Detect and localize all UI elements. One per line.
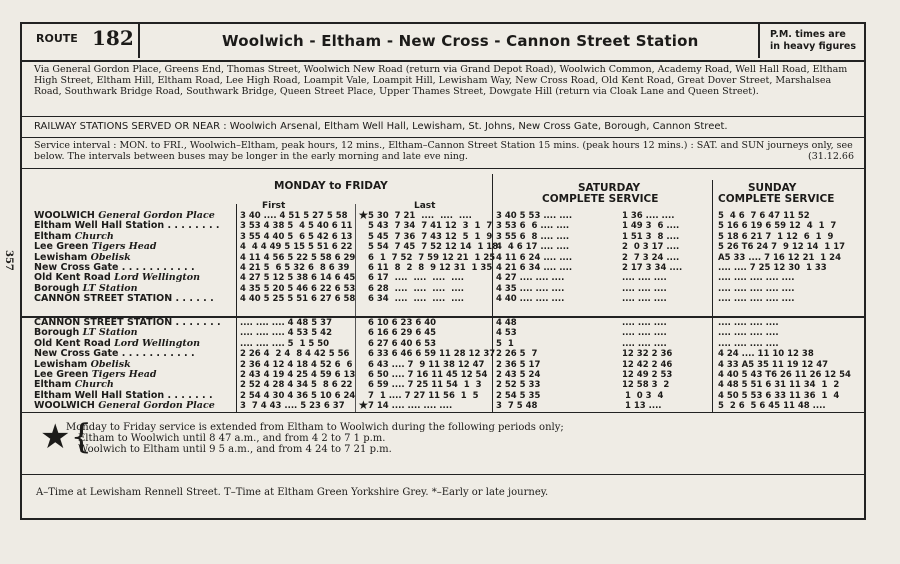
- timetable-frame: [20, 22, 866, 520]
- note-line1: Monday to Friday service is extended from Eltham to Woolwich during the following periods only;: [66, 422, 564, 433]
- outbound-mf-last-times: 5 30 7 21 .... .... .... 5 43 7 34 7 41 12 3 1 7 5 45 7 36 7 43 12 5 1 9 5 54 7 45 7 52 12 14 1 18 6 1 7 52 7 59 12 21 1 25 6 11 8 2 8 9 12 31 1 35 6 17 .... .... .... .... 6 28 .... .... .... .... 6 34 .... .... .... ....: [368, 211, 499, 305]
- heading-first: First: [262, 201, 286, 211]
- stop-lee-green: Lee Green Tigers Head: [34, 241, 157, 253]
- route-title: Woolwich - Eltham - New Cross - Cannon Street Station: [222, 32, 699, 50]
- stop-borough: Borough LT Station: [34, 282, 138, 294]
- route-number: 182: [92, 26, 134, 50]
- header: [22, 24, 864, 62]
- railway-text: RAILWAY STATIONS SERVED OR NEAR : Woolwich Arsenal, Eltham Well Hall, Lewisham, St. Johns, New Cross Gate, Borough, Cannon Street.: [34, 121, 728, 132]
- inbound-sat-times-2: .... .... .... .... .... .... .... .... .... 12 32 2 36 12 42 2 46 12 49 2 53 12 58 3 2 1 0 3 4 1 13 ....: [622, 318, 673, 412]
- inbound-mf-last-times: 6 10 6 23 6 40 6 16 6 29 6 45 6 27 6 40 6 53 6 33 6 46 6 59 11 28 12 37 6 43 .... 7 9 11 38 12 47 6 50 .... 7 16 11 45 12 54 6 59 .... 7 25 11 54 1 3 7 1 .... 7 27 11 56 1 5 7 14 .... .... .... ....: [368, 318, 496, 412]
- pm-note: [758, 24, 864, 58]
- outbound-stations: [34, 211, 219, 305]
- stop-old-kent-road: Old Kent Road Lord Wellington: [34, 337, 200, 349]
- inbound-mf-first-times: .... .... .... 4 48 5 37 .... .... .... 4 53 5 42 .... .... .... 5 1 5 50 2 26 4 2 4 8 4 42 5 56 2 36 4 12 4 18 4 52 6 6 2 43 4 19 4 25 4 59 6 13 2 52 4 28 4 34 5 8 6 22 2 54 4 30 4 36 5 10 6 24 3 7 4 43 .... 5 23 6 37: [240, 318, 356, 412]
- stop-woolwich: WOOLWICH General Gordon Place: [34, 400, 215, 412]
- stop-lewisham: Lewisham Obelisk: [34, 251, 131, 263]
- stop-lewisham: Lewisham Obelisk: [34, 358, 131, 370]
- stop-lee-green: Lee Green Tigers Head: [34, 369, 157, 381]
- brace-glyph: ★{: [40, 417, 93, 457]
- inbound-stations: [34, 318, 221, 412]
- stop-new-cross-gate: New Cross Gate . . . . . . . . . . .: [34, 262, 195, 274]
- legend-footer: A–Time at Lewisham Rennell Street. T–Time at Eltham Green Yorkshire Grey. *–Early or late journey.: [36, 487, 549, 498]
- note-line3: Woolwich to Eltham until 9 5 a.m., and from 4 24 to 7 21 p.m.: [78, 444, 392, 455]
- heading-saturday-sub: COMPLETE SERVICE: [542, 193, 659, 205]
- heading-sunday: SUNDAY: [748, 182, 797, 194]
- railway-stations: [22, 116, 864, 138]
- stop-eltham-church: Eltham Church: [34, 379, 114, 391]
- pm-note-line1: P.M. times are: [770, 29, 846, 40]
- outbound-sat-times: 3 40 5 53 .... .... 3 53 6 6 .... .... 3 55 6 8 .... .... 4 4 6 17 .... .... 4 11 6 24 .... .... 4 21 6 34 .... .... 4 27 .... .... .... 4 35 .... .... .... 4 40 .... .... ....: [496, 211, 573, 305]
- inbound-sun-times: .... .... .... .... .... .... .... .... .... .... .... .... 4 24 .... 11 10 12 38 4 33 A5 35 11 19 12 47 4 40 5 43 T6 26 11 26 12 54 4 48 5 51 6 31 11 34 1 2 4 50 5 53 6 33 11 36 1 4 5 2 6 5 6 45 11 48 ....: [718, 318, 851, 412]
- star-marker: ★: [358, 208, 369, 222]
- heading-sunday-sub: COMPLETE SERVICE: [718, 193, 835, 205]
- issue-date: (31.12.66: [807, 151, 854, 162]
- stop-borough: Borough LT Station: [34, 327, 138, 339]
- note-line2: Eltham to Woolwich until 8 47 a.m., and from 4 2 to 7 1 p.m.: [78, 433, 386, 444]
- service-interval: [34, 140, 854, 162]
- outbound-sun-times: 5 4 6 7 6 47 11 52 5 16 6 19 6 59 12 4 1 7 5 18 6 21 7 1 12 6 1 9 5 26 T6 24 7 9 12 14 1 17 A5 33 .... 7 16 12 21 1 24 .... .... 7 25 12 30 1 33 .... .... .... .... .... .... .... .... .... .... .... .... .... .... ....: [718, 211, 846, 305]
- stop-old-kent-road: Old Kent Road Lord Wellington: [34, 272, 200, 284]
- inbound-sat-times: 4 48 4 53 5 1 2 26 5 7 2 36 5 17 2 43 5 24 2 52 5 33 2 54 5 35 3 7 5 48: [496, 318, 541, 412]
- route-label: ROUTE: [36, 32, 78, 45]
- outbound-mf-first-times: 3 40 .... 4 51 5 27 5 58 3 53 4 38 5 4 5 40 6 11 3 55 4 40 5 6 5 42 6 13 4 4 4 49 5 15 5 51 6 22 4 11 4 56 5 22 5 58 6 29 4 21 5 6 5 32 6 8 6 39 4 27 5 12 5 38 6 14 6 45 4 35 5 20 5 46 6 22 6 53 4 40 5 25 5 51 6 27 6 58: [240, 211, 356, 305]
- stop-cannon-street: CANNON STREET STATION . . . . . . .: [34, 317, 221, 328]
- heading-saturday: SATURDAY: [578, 182, 641, 194]
- heading-last: Last: [414, 201, 436, 211]
- page-number: 357: [3, 250, 14, 271]
- stop-eltham-well-hall: Eltham Well Hall Station . . . . . . .: [34, 389, 213, 401]
- stop-new-cross-gate: New Cross Gate . . . . . . . . . . .: [34, 348, 195, 360]
- pm-note-line2: in heavy figures: [770, 41, 857, 52]
- divider: [22, 474, 864, 475]
- stop-eltham-church: Eltham Church: [34, 230, 114, 242]
- service-interval-text: Service interval : MON. to FRI., Woolwich–Eltham, peak hours, 12 mins., Eltham–Cannon Street Station 15 mins. (peak hours 12 mins.) : SAT. and SUN journeys only, see below. The intervals between buses may be longer in the early morning and late eve ning.: [34, 140, 853, 162]
- col-divider: [236, 204, 237, 412]
- outbound-sat-times-2: 1 36 .... .... 1 49 3 6 .... 1 51 3 8 .... 2 0 3 17 .... 2 7 3 24 .... 2 17 3 34 .... .... .... .... .... .... .... .... .... ....: [622, 211, 683, 305]
- stop-cannon-street: CANNON STREET STATION . . . . . .: [34, 293, 214, 305]
- via-description: Via General Gordon Place, Greens End, Thomas Street, Woolwich New Road (return via Grand Depot Road), Woolwich Common, Academy Road, Well Hall Road, Eltham High Street, Eltham Hill, Eltham Road, Lee High Road, Loampit Vale, Loampit Hill, Lewisham Way, New Cross Road, Old Kent Road, Great Dover Street, Marshalsea Road, Southwark Bridge Road, Southwark Bridge, Queen Street Place, Upper Thames Street, Dowgate Hill (return via Cloak Lane and Queen Street).: [34, 64, 848, 97]
- star-marker: ★: [358, 398, 369, 412]
- col-divider: [712, 180, 713, 412]
- divider: [22, 168, 864, 169]
- stop-woolwich: WOOLWICH General Gordon Place: [34, 210, 215, 221]
- stop-eltham-well-hall: Eltham Well Hall Station . . . . . . . .: [34, 220, 220, 232]
- divider: [22, 412, 864, 413]
- route-box: [22, 24, 140, 58]
- heading-mon-fri: MONDAY to FRIDAY: [274, 180, 388, 192]
